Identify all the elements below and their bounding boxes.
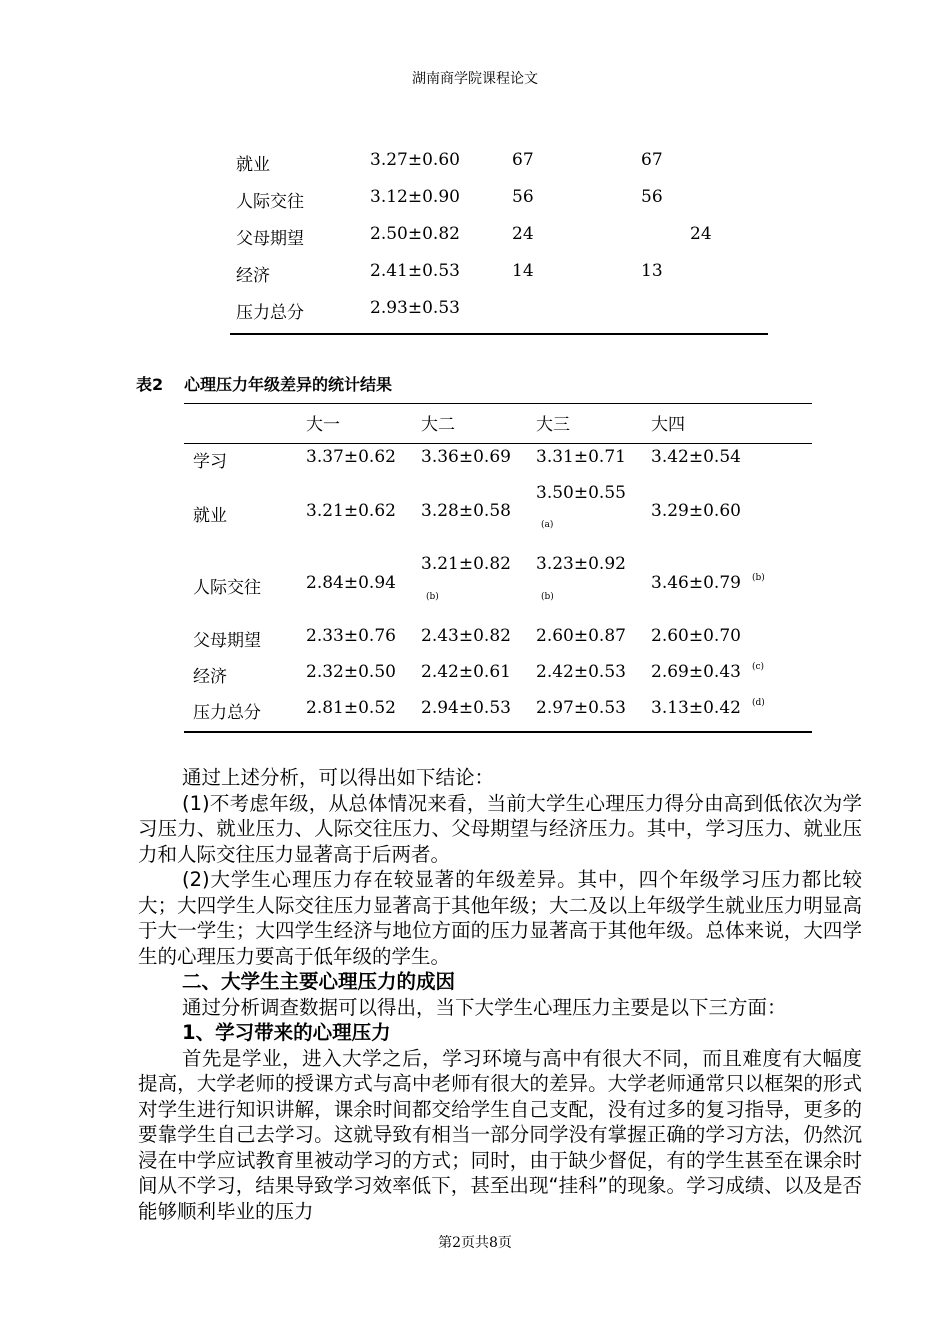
table2-title: 心理压力年级差异的统计结果 bbox=[184, 375, 393, 394]
paragraph: 通过上述分析，可以得出如下结论： bbox=[182, 766, 495, 789]
table-cell: 经济 bbox=[236, 266, 270, 286]
paragraph: (2)大学生心理压力存在较显著的年级差异。其中，四个年级学习压力都比较大；大四学生人际交往压力显著高于其他年级；大二及以上年级学生就业压力明显高于大一学生；大四学生经济与地位方面的压力显著高于其他年级。总体来说，大四学生的心理压力要高于低年级的学生。 bbox=[138, 868, 862, 968]
table-cell: 2.50±0.82 bbox=[370, 224, 460, 244]
paragraph: (1)不考虑年级，从总体情况来看，当前大学生心理压力得分由高到低依次为学习压力、就业压力、人际交往压力、父母期望与经济压力。其中，学习压力、就业压力和人际交往压力显著高于后两者。 bbox=[138, 791, 862, 866]
table-cell: 就业 bbox=[236, 155, 270, 175]
column-header: 大四 bbox=[651, 415, 685, 435]
table-cell: 2.42±0.61 bbox=[421, 662, 511, 682]
table-cell: 3.21±0.82 bbox=[421, 554, 511, 574]
table-cell: 人际交往 bbox=[236, 192, 304, 212]
row-label: 经济 bbox=[193, 667, 227, 687]
table-cell: 3.21±0.62 bbox=[306, 501, 396, 521]
table2-number: 表2 bbox=[136, 375, 164, 394]
table-cell: 2.84±0.94 bbox=[306, 573, 396, 593]
page-footer: 第2页共8页 bbox=[438, 1235, 512, 1251]
row-label: 压力总分 bbox=[193, 703, 261, 723]
table-cell: 3.28±0.58 bbox=[421, 501, 511, 521]
row-label: 父母期望 bbox=[193, 631, 261, 651]
paragraph: 通过分析调查数据可以得出，当下大学生心理压力主要是以下三方面： bbox=[182, 995, 787, 1019]
table-cell: 3.36±0.69 bbox=[421, 447, 511, 467]
table-cell: 压力总分 bbox=[236, 303, 304, 323]
table-cell: 2.42±0.53 bbox=[536, 662, 626, 682]
table-cell: 2.69±0.43 bbox=[651, 662, 741, 682]
table-cell: 2.93±0.53 bbox=[370, 298, 460, 318]
table-cell: 3.23±0.92 bbox=[536, 554, 626, 574]
table-cell: 2.43±0.82 bbox=[421, 626, 511, 646]
column-header: 大三 bbox=[536, 415, 570, 435]
significance-note: (d) bbox=[752, 698, 765, 708]
table-cell: 2.94±0.53 bbox=[421, 698, 511, 718]
row-label: 就业 bbox=[193, 506, 227, 526]
significance-note: (c) bbox=[752, 662, 765, 672]
table-cell: 3.31±0.71 bbox=[536, 447, 626, 467]
table-cell: 24 bbox=[512, 224, 534, 244]
table-cell: 2.33±0.76 bbox=[306, 626, 396, 646]
column-header: 大一 bbox=[306, 415, 340, 435]
table-cell: 3.46±0.79 bbox=[651, 573, 741, 593]
table-cell: 2.97±0.53 bbox=[536, 698, 626, 718]
table-cell: 67 bbox=[641, 150, 663, 170]
table2-header-rule bbox=[184, 443, 812, 444]
table-cell: 3.37±0.62 bbox=[306, 447, 396, 467]
table2-top-rule bbox=[184, 403, 812, 404]
row-label: 人际交往 bbox=[193, 578, 261, 598]
table-cell: 3.27±0.60 bbox=[370, 150, 460, 170]
table-cell: 3.29±0.60 bbox=[651, 501, 741, 521]
table-cell: 67 bbox=[512, 150, 534, 170]
significance-note: (b) bbox=[541, 592, 554, 602]
table1-bottom-rule bbox=[230, 333, 768, 335]
table-cell: 2.60±0.87 bbox=[536, 626, 626, 646]
subsection-heading: 1、学习带来的心理压力 bbox=[182, 1021, 391, 1044]
significance-note: (b) bbox=[752, 573, 765, 583]
paragraph: 首先是学业，进入大学之后，学习环境与高中有很大不同，而且难度有大幅度提高，大学老师的授课方式与高中老师有很大的差异。大学老师通常只以框架的形式对学生进行知识讲解，课余时间都交给学生自己支配，没有过多的复习指导，更多的要靠学生自己去学习。这就导致有相当一部分同学没有掌握正确的学习方法，仍然沉浸在中学应试教育里被动学习的方式；同时，由于缺少督促，有的学生甚至在课余时间从不学习，结果导致学习效率低下，甚至出现“挂科”的现象。学习成绩、以及是否能够顺利毕业的压力 bbox=[138, 1046, 862, 1223]
table-cell: 2.60±0.70 bbox=[651, 626, 741, 646]
table-cell: 56 bbox=[512, 187, 534, 207]
page-header: 湖南商学院课程论文 bbox=[412, 71, 538, 87]
table2-bottom-rule bbox=[184, 731, 812, 733]
table-cell: 父母期望 bbox=[236, 229, 304, 249]
significance-note: (a) bbox=[541, 520, 554, 530]
table-cell: 24 bbox=[690, 224, 712, 244]
table-cell: 2.41±0.53 bbox=[370, 261, 460, 281]
body-text bbox=[138, 765, 862, 1224]
table-cell: 3.50±0.55 bbox=[536, 483, 626, 503]
table-cell: 3.13±0.42 bbox=[651, 698, 741, 718]
table-cell: 2.81±0.52 bbox=[306, 698, 396, 718]
section-heading: 二、大学生主要心理压力的成因 bbox=[182, 970, 456, 993]
row-label: 学习 bbox=[193, 452, 227, 472]
table-cell: 14 bbox=[512, 261, 534, 281]
table-cell: 13 bbox=[641, 261, 663, 281]
table-cell: 2.32±0.50 bbox=[306, 662, 396, 682]
table-cell: 3.12±0.90 bbox=[370, 187, 460, 207]
significance-note: (b) bbox=[426, 592, 439, 602]
table-cell: 56 bbox=[641, 187, 663, 207]
column-header: 大二 bbox=[421, 415, 455, 435]
table2-caption bbox=[136, 372, 392, 395]
table-cell: 3.42±0.54 bbox=[651, 447, 741, 467]
